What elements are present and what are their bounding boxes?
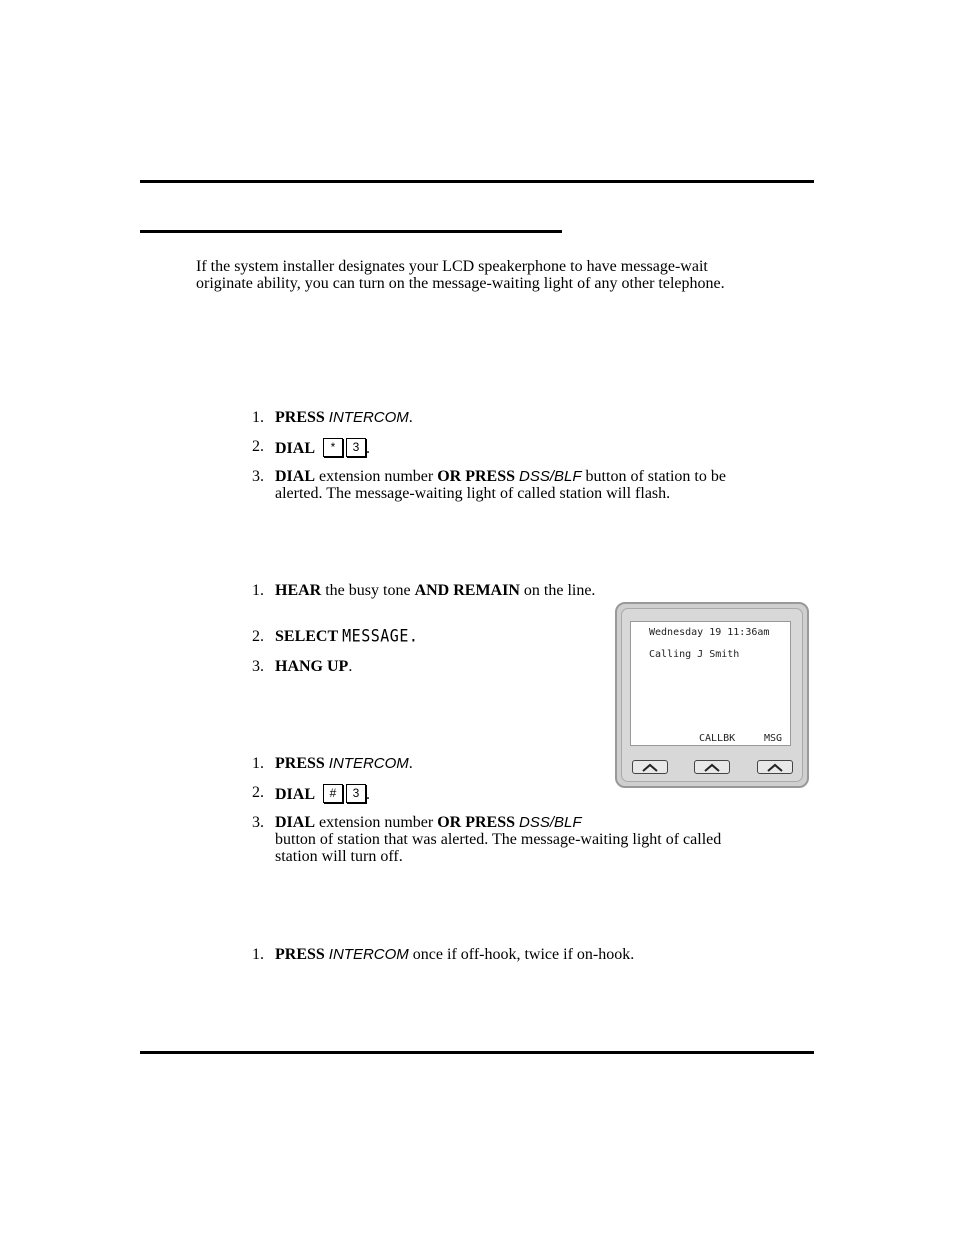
section2-step-1 [252,582,597,599]
step-number: 3. [252,468,264,485]
step-verb: SELECT [275,628,339,645]
lcd-line-2: Calling J Smith [649,649,740,660]
section4-step-1 [252,946,732,963]
step-verb: DIAL [275,468,316,485]
step-punct: . [408,755,413,772]
step-number: 1. [252,582,264,599]
step-text: extension number [315,468,438,485]
intercom-label: INTERCOM [328,409,409,426]
three-key-icon: 3 [346,438,366,457]
top-rule [140,180,814,183]
lcd-softkey-callbk-label: CALLBK [699,733,736,744]
softkey-button-3[interactable] [757,760,793,774]
step-verb: PRESS [275,946,325,963]
step-text: extension number [315,814,438,831]
step-number: 1. [252,755,264,772]
section1-step-2 [252,438,732,457]
step-number: 2. [252,438,264,455]
step-text: the busy tone [321,582,415,599]
step-punct: . [366,786,371,803]
intercom-label: INTERCOM [328,946,409,963]
pound-key-icon: # [323,784,343,803]
step-text2: button of station to be alerted. The message-waiting light of called station will flash. [275,468,726,502]
step-verb: PRESS [275,409,325,426]
chevron-up-icon [633,761,667,773]
step-verb2: OR PRESS [437,468,516,485]
step-verb: DIAL [275,440,316,457]
step-number: 3. [252,814,264,831]
lcd-screen [630,621,791,746]
section-title-rule [140,230,562,233]
softkey-button-2[interactable] [694,760,730,774]
star-key-icon: * [323,438,343,457]
step-verb: PRESS [275,755,325,772]
message-softkey-label: MESSAGE. [342,626,419,646]
step-verb: HANG UP [275,658,349,675]
step-punct: . [348,658,353,675]
step-verb2: OR PRESS [437,814,516,831]
dss-blf-label: DSS/BLF [519,814,582,831]
chevron-up-icon [758,761,792,773]
bottom-rule [140,1051,814,1054]
step-number: 2. [252,628,264,645]
step-number: 1. [252,409,264,426]
intro-paragraph: If the system installer designates your LCD speakerphone to have message-wait originate ability, you can turn on the message-waiting light of any other telephone. [196,258,725,292]
step-verb: HEAR [275,582,322,599]
step-verb2: AND REMAIN [414,582,520,599]
step-punct: . [366,440,371,457]
lcd-softkey-msg-label: MSG [764,733,783,744]
step-number: 2. [252,784,264,801]
step-verb: DIAL [275,786,316,803]
section3-step-3 [252,814,722,865]
dss-blf-label: DSS/BLF [519,468,582,485]
step-number: 3. [252,658,264,675]
chevron-up-icon [695,761,729,773]
step-number: 1. [252,946,264,963]
step-verb: DIAL [275,814,316,831]
three-key-icon: 3 [346,784,366,803]
section1-step-3 [252,468,732,502]
lcd-line-1: Wednesday 19 11:36am [649,627,770,638]
softkey-button-1[interactable] [632,760,668,774]
section1-step-1 [252,409,732,426]
step-text2: button of station that was alerted. The message-waiting light of called station will turn off. [275,831,722,865]
step-text: once if off-hook, twice if on-hook. [408,946,635,963]
step-punct: . [408,409,413,426]
step-text2: on the line. [519,582,596,599]
intercom-label: INTERCOM [328,755,409,772]
